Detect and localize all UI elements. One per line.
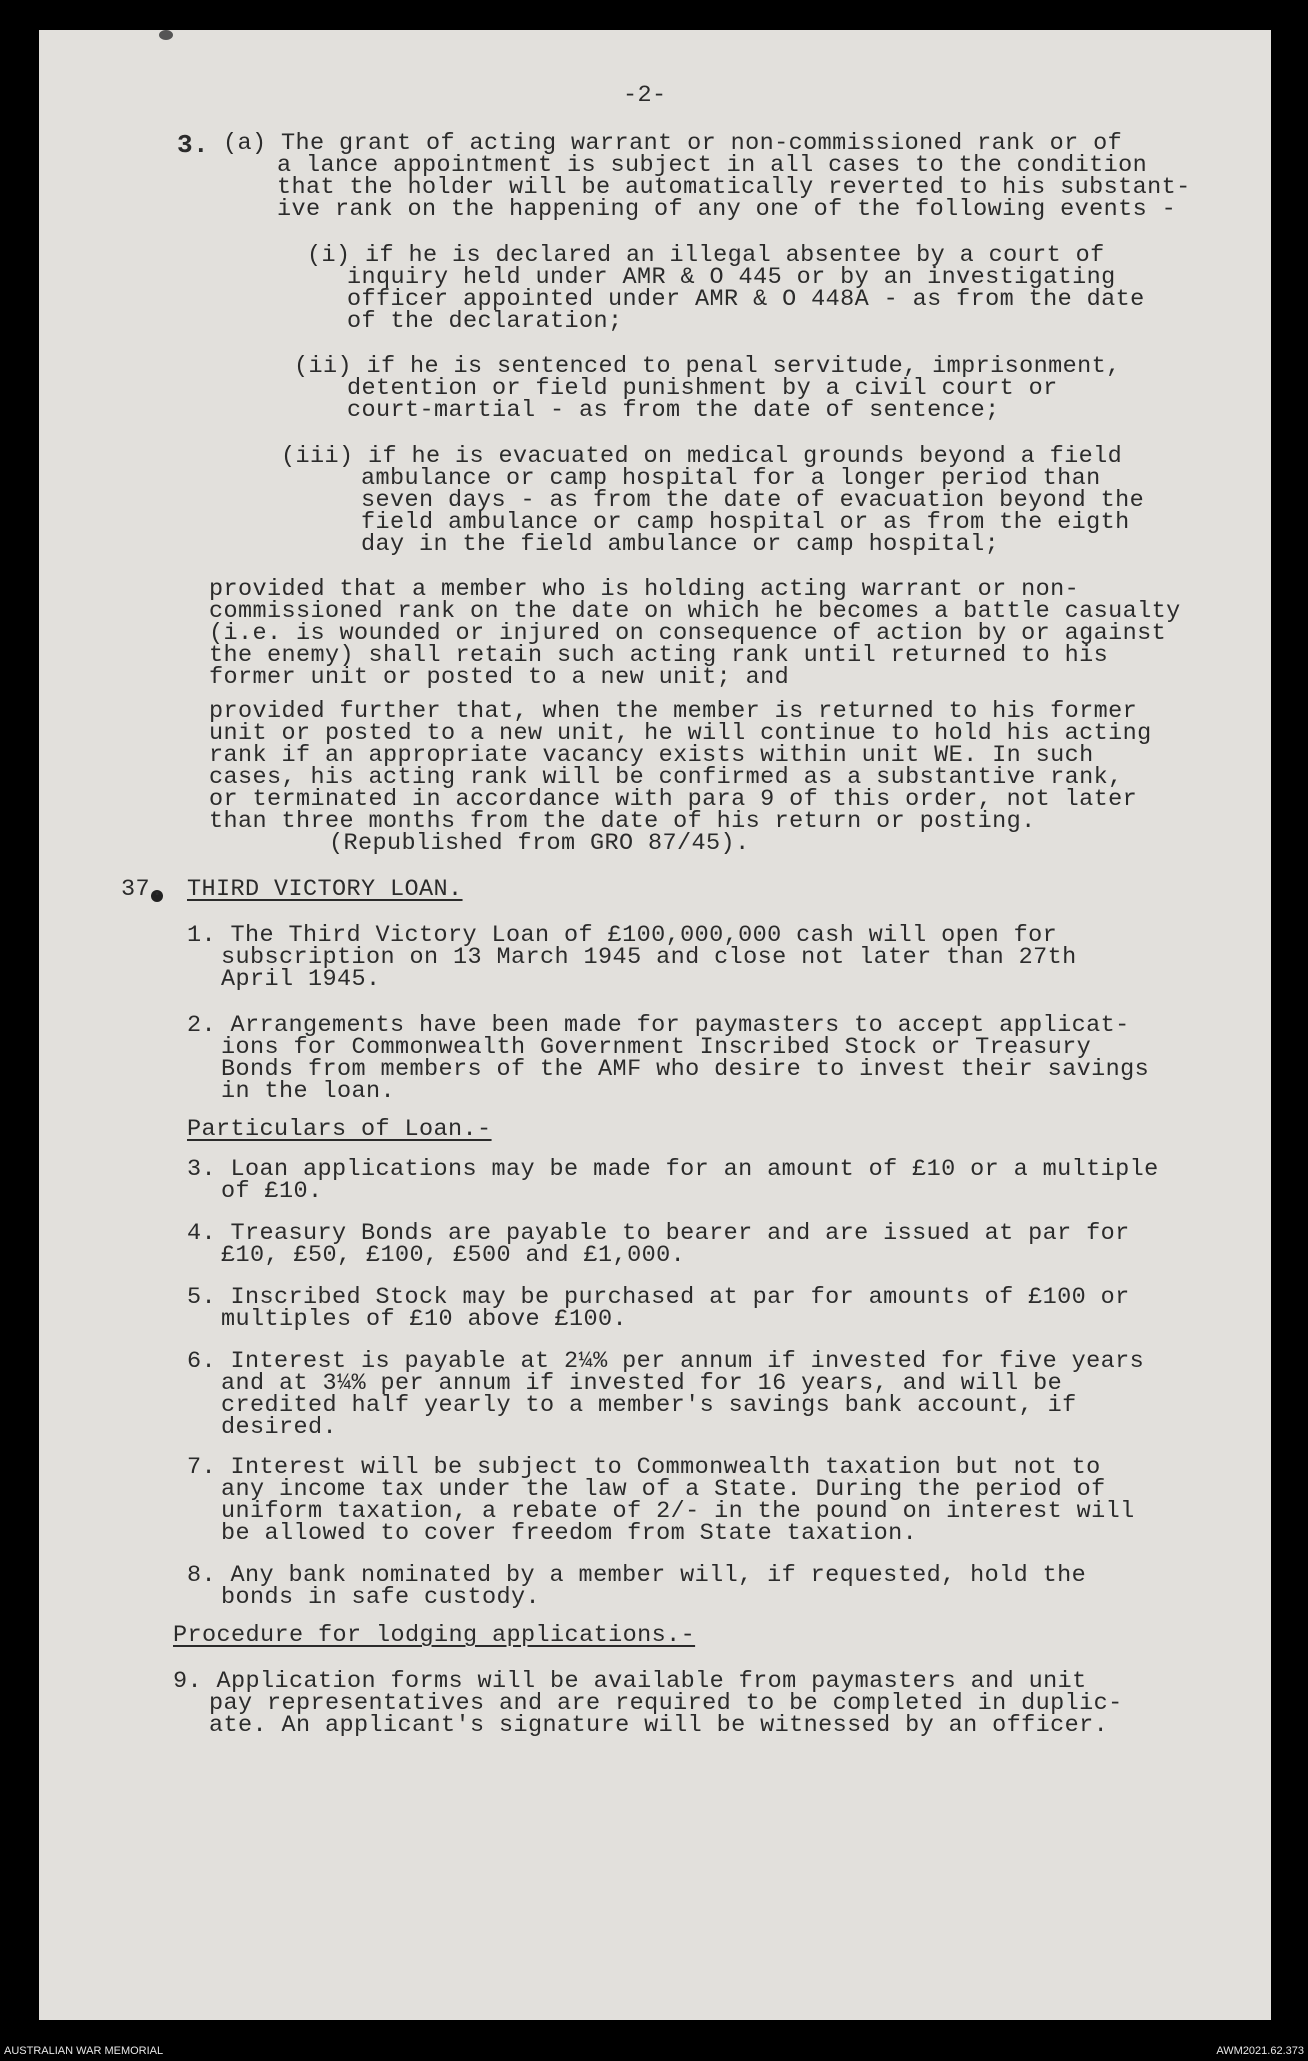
para-6-line: desired. [221,1414,338,1441]
section-3-number: 3. [177,130,210,160]
section-3a-line: ive rank on the happening of any one of the following events - [277,196,1177,223]
para-3-line: 3. Loan applications may be made for an amount of £10 or a multiple [187,1156,1159,1183]
item-i-line: officer appointed under AMR & O 448A - as from the date [347,286,1145,313]
proviso-line: the enemy) shall retain such acting rank until returned to his [209,642,1109,669]
para-9-line: ate. An applicant's signature will be witnessed by an officer. [209,1712,1109,1739]
para-6-line: credited half yearly to a member's savings bank account, if [221,1392,1077,1419]
section-3a-line: (a) The grant of acting warrant or non-commissioned rank or of [223,130,1123,157]
item-iii-line: (iii) if he is evacuated on medical grounds beyond a field [281,443,1123,470]
para-6-line: 6. Interest is payable at 2¼% per annum if invested for five years [187,1348,1145,1375]
proviso-line: (i.e. is wounded or injured on consequence of action by or against [209,620,1167,647]
item-iii-line: ambulance or camp hospital for a longer period than [361,465,1101,492]
section-3a-line: a lance appointment is subject in all cases to the condition [277,152,1148,179]
proviso-line: cases, his acting rank will be confirmed as a substantive rank, [209,764,1123,791]
republished-note: (Republished from GRO 87/45). [329,830,750,857]
proviso-line: commissioned rank on the date on which he becomes a battle casualty [209,598,1181,625]
item-iii-line: field ambulance or camp hospital or as from the eigth [361,509,1130,536]
section-37-number: 37. [121,876,165,903]
proviso-line: than three months from the date of his return or posting. [209,808,1036,835]
proviso-line: provided that a member who is holding acting warrant or non- [209,576,1080,603]
para-2-line: ions for Commonwealth Government Inscribed Stock or Treasury [221,1034,1092,1061]
para-2-line: Bonds from members of the AMF who desire to invest their savings [221,1056,1150,1083]
section-3a-line: that the holder will be automatically reverted to his substant- [277,174,1191,201]
item-i-line: of the declaration; [347,308,623,335]
para-7-line: uniform taxation, a rebate of 2/- in the pound on interest will [221,1498,1135,1525]
proviso-line: provided further that, when the member is returned to his former [209,698,1138,725]
item-i-line: (i) if he is declared an illegal absentee by a court of [307,242,1105,269]
para-5-line: multiples of £10 above £100. [221,1306,628,1333]
para-1-line: 1. The Third Victory Loan of £100,000,000 cash will open for [187,922,1058,949]
para-8-line: bonds in safe custody. [221,1584,541,1611]
para-9-line: pay representatives and are required to be completed in duplic- [209,1690,1123,1717]
ink-mark [159,30,173,40]
footer-credit: AUSTRALIAN WAR MEMORIAL [4,2045,164,2057]
para-2-line: 2. Arrangements have been made for paymasters to accept applicat- [187,1012,1130,1039]
para-9-line: 9. Application forms will be available from paymasters and unit [173,1668,1087,1695]
para-7-line: be allowed to cover freedom from State taxation. [221,1520,918,1547]
para-1-line: April 1945. [221,966,381,993]
para-1-line: subscription on 13 March 1945 and close not later than 27th [221,944,1077,971]
section-37-title: THIRD VICTORY LOAN. [187,876,463,903]
para-7-line: any income tax under the law of a State. During the period of [221,1476,1106,1503]
proviso-line: rank if an appropriate vacancy exists within unit WE. In such [209,742,1094,769]
item-ii-line: court-martial - as from the date of sentence; [347,397,1000,424]
page-number: -2- [623,82,667,109]
document-page [39,30,1271,2020]
particulars-heading: Particulars of Loan.- [187,1116,492,1143]
proviso-line: unit or posted to a new unit, he will continue to hold his acting [209,720,1152,747]
para-4-line: £10, £50, £100, £500 and £1,000. [221,1242,686,1269]
item-iii-line: seven days - as from the date of evacuation beyond the [361,487,1145,514]
item-iii-line: day in the field ambulance or camp hospital; [361,531,1000,558]
item-i-line: inquiry held under AMR & O 445 or by an investigating [347,264,1116,291]
para-6-line: and at 3¼% per annum if invested for 16 years, and will be [221,1370,1063,1397]
item-ii-line: detention or field punishment by a civil court or [347,375,1058,402]
footer-accession: AWM2021.62.373 [1216,2045,1304,2057]
para-3-line: of £10. [221,1178,323,1205]
para-7-line: 7. Interest will be subject to Commonwealth taxation but not to [187,1454,1101,1481]
para-8-line: 8. Any bank nominated by a member will, if requested, hold the [187,1562,1087,1589]
para-5-line: 5. Inscribed Stock may be purchased at par for amounts of £100 or [187,1284,1130,1311]
proviso-line: former unit or posted to a new unit; and [209,664,790,691]
para-4-line: 4. Treasury Bonds are payable to bearer and are issued at par for [187,1220,1130,1247]
para-2-line: in the loan. [221,1078,396,1105]
procedure-heading: Procedure for lodging applications.- [173,1622,696,1649]
item-ii-line: (ii) if he is sentenced to penal servitude, imprisonment, [294,353,1121,380]
proviso-line: or terminated in accordance with para 9 of this order, not later [209,786,1138,813]
